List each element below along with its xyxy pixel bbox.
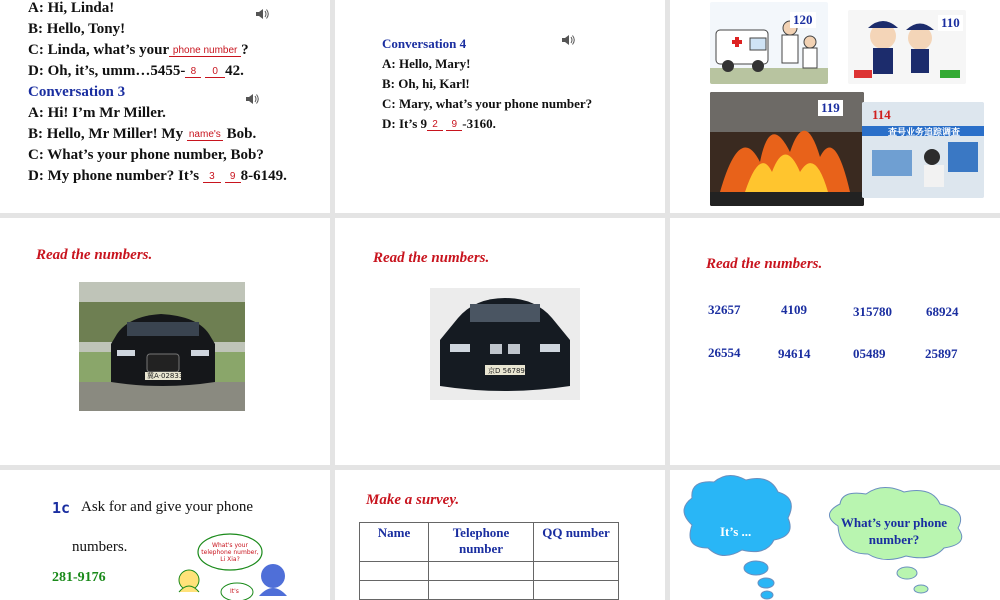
column-header-telephone: Telephone number bbox=[429, 523, 534, 562]
activity-instruction-cont: numbers. bbox=[72, 539, 128, 555]
car-photo bbox=[79, 282, 245, 411]
speech-bubble-answer: It's bbox=[230, 588, 239, 595]
answer-blank: 9 bbox=[225, 171, 241, 183]
dialog-line-c: C: Linda, what’s your phone number ? bbox=[28, 42, 249, 58]
number-item: 32657 bbox=[708, 302, 741, 317]
dialog-line-b2: B: Hello, Mr Miller! My name's Bob. bbox=[28, 126, 257, 142]
table-cell[interactable] bbox=[360, 562, 429, 581]
table-row bbox=[360, 581, 619, 600]
activity-instruction: Ask for and give your phone bbox=[81, 499, 254, 515]
number-item: 05489 bbox=[853, 346, 886, 361]
emergency-number-fire: 119 bbox=[818, 100, 843, 116]
license-plate: 京D 56789 bbox=[488, 367, 525, 375]
dialog-line-b: B: Oh, hi, Karl! bbox=[382, 76, 470, 91]
slide-9-thumbnail[interactable] bbox=[670, 470, 1000, 600]
answer-blank: 9 bbox=[446, 119, 462, 131]
dialog-line-d2: D: My phone number? It’s 3 9 8-6149. bbox=[28, 168, 287, 184]
number-item: 68924 bbox=[926, 304, 959, 319]
answer-blank: 2 bbox=[427, 119, 443, 131]
dialog-line-a: A: Hi, Linda! bbox=[28, 0, 115, 16]
slide-4-thumbnail[interactable] bbox=[0, 218, 330, 465]
dialog-line-a2: A: Hi! I’m Mr Miller. bbox=[28, 105, 166, 121]
table-cell[interactable] bbox=[429, 581, 534, 600]
phone-number: 281-9176 bbox=[52, 570, 106, 585]
cloud-text-left: It’s ... bbox=[720, 524, 752, 539]
speaker-icon[interactable] bbox=[245, 93, 259, 105]
conversation-4-title: Conversation 4 bbox=[382, 36, 467, 51]
speech-bubble-question: What's your telephone number, Li Xia? bbox=[201, 542, 259, 563]
number-item: 4109 bbox=[781, 302, 807, 317]
table-cell[interactable] bbox=[534, 562, 619, 581]
table-header-row bbox=[360, 523, 619, 562]
slide-heading: Read the numbers. bbox=[36, 247, 153, 263]
speaker-icon[interactable] bbox=[255, 8, 269, 20]
number-item: 315780 bbox=[853, 304, 892, 319]
number-item: 94614 bbox=[778, 346, 811, 361]
cloud-text-right: What’s your phone number? bbox=[840, 515, 948, 547]
slide-8-thumbnail[interactable] bbox=[335, 470, 665, 600]
answer-blank: 0 bbox=[205, 66, 225, 78]
license-plate: 冀A·02833 bbox=[147, 372, 184, 380]
emergency-number-ambulance: 120 bbox=[790, 12, 816, 28]
answer-blank: 3 bbox=[203, 171, 221, 183]
dialog-line-b: B: Hello, Tony! bbox=[28, 21, 126, 37]
dialog-line-d: D: Oh, it’s, umm…5455- 8 0 42. bbox=[28, 63, 244, 79]
service-number-114: 114 bbox=[872, 107, 891, 122]
activity-label: 1c bbox=[52, 499, 71, 517]
table-cell[interactable] bbox=[534, 581, 619, 600]
table-cell[interactable] bbox=[360, 581, 429, 600]
dialog-line-c: C: Mary, what’s your phone number? bbox=[382, 96, 593, 111]
answer-blank: 8 bbox=[185, 66, 201, 78]
dialog-line-c2: C: What’s your phone number, Bob? bbox=[28, 147, 264, 163]
slide-heading: Read the numbers. bbox=[706, 256, 823, 272]
slide-5-thumbnail[interactable] bbox=[335, 218, 665, 465]
dialog-line-a: A: Hello, Mary! bbox=[382, 56, 471, 71]
column-header-qq: QQ number bbox=[534, 523, 619, 562]
table-row bbox=[360, 562, 619, 581]
speaker-icon[interactable] bbox=[561, 34, 575, 46]
service-banner: 查号业务追踪调查 bbox=[887, 128, 960, 138]
slide-3-thumbnail[interactable] bbox=[670, 0, 1000, 213]
survey-table bbox=[359, 522, 619, 600]
slide-heading: Read the numbers. bbox=[373, 250, 490, 266]
table-cell[interactable] bbox=[429, 562, 534, 581]
car-photo bbox=[430, 288, 580, 400]
answer-blank: phone number bbox=[169, 45, 241, 57]
kids-talking-illustration bbox=[175, 532, 295, 600]
emergency-number-police: 110 bbox=[938, 15, 963, 31]
conversation-3-title: Conversation 3 bbox=[28, 84, 126, 100]
slide-2-thumbnail[interactable] bbox=[335, 0, 665, 213]
number-item: 26554 bbox=[708, 345, 741, 360]
slide-6-thumbnail[interactable] bbox=[670, 218, 1000, 465]
slide-1-thumbnail[interactable] bbox=[0, 0, 330, 213]
dialog-line-d: D: It’s 9 2 9 -3160. bbox=[382, 116, 496, 131]
slide-heading: Make a survey. bbox=[366, 492, 460, 508]
column-header-name: Name bbox=[360, 523, 429, 562]
slide-7-thumbnail[interactable] bbox=[0, 470, 330, 600]
number-item: 25897 bbox=[925, 346, 958, 361]
answer-blank: name's bbox=[187, 129, 223, 141]
